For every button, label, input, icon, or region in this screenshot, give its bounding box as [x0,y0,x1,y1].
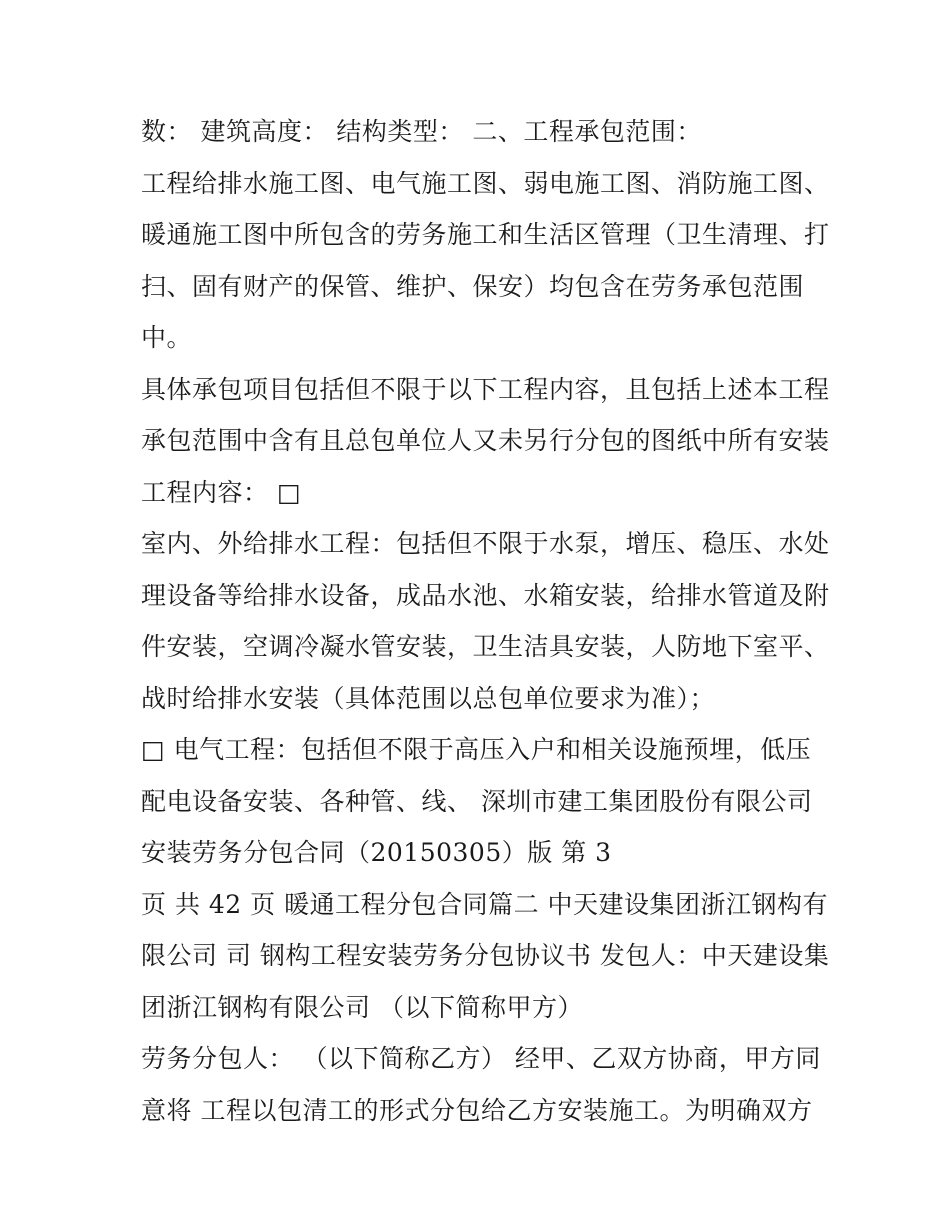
text-line: 理设备等给排水设备，成品水池、水箱安装，给排水管道及附 [141,580,830,610]
text-line: 数： 建筑高度： 结构类型： 二、工程承包范围： [141,117,702,146]
text-line: 战时给排水安装（具体范围以总包单位要求为准）； [141,683,716,713]
text-line: 工程给排水施工图、电气施工图、弱电施工图、消防施工图、 [141,168,830,198]
text-line: 安装劳务分包合同（20150305）版 第 3 [141,838,612,867]
text-line: 配电设备安装、各种管、线、 深圳市建工集团股份有限公司 [141,786,813,816]
text-line: 具体承包项目包括但不限于以下工程内容，且包括上述本工程 [141,374,830,404]
text-line: 室内、外给排水工程：包括但不限于水泵，增压、稳压、水处 [141,529,830,558]
text-line: 劳务分包人： （以下简称乙方） 经甲、乙双方协商，甲方同 [141,1044,821,1073]
text-line: 扫、固有财产的保管、维护、保安）均包含在劳务承包范围 [141,271,805,301]
text-line: 团浙江钢构有限公司 （以下简称甲方） [141,992,583,1022]
text-line: 限公司 司 钢构工程安装劳务分包协议书 发包人：中天建设集 [141,941,830,970]
text-line: 意将 工程以包清工的形式分包给乙方安装施工。为明确双方 [141,1095,813,1125]
text-line: 件安装，空调冷凝水管安装，卫生洁具安装，人防地下室平、 [141,632,830,661]
text-line: 页 共 42 页 暖通工程分包合同篇二 中天建设集团浙江钢构有 [141,889,829,919]
document-body [141,106,830,1136]
text-line: □ 电气工程：包括但不限于高压入户和相关设施预埋，低压 [141,735,812,764]
text-line: 承包范围中含有且总包单位人又未另行分包的图纸中所有安装 [141,426,830,455]
text-line: 工程内容： □ [141,477,302,507]
text-line: 中。 [141,323,193,352]
text-line: 暖通施工图中所包含的劳务施工和生活区管理（卫生清理、打 [141,220,830,249]
